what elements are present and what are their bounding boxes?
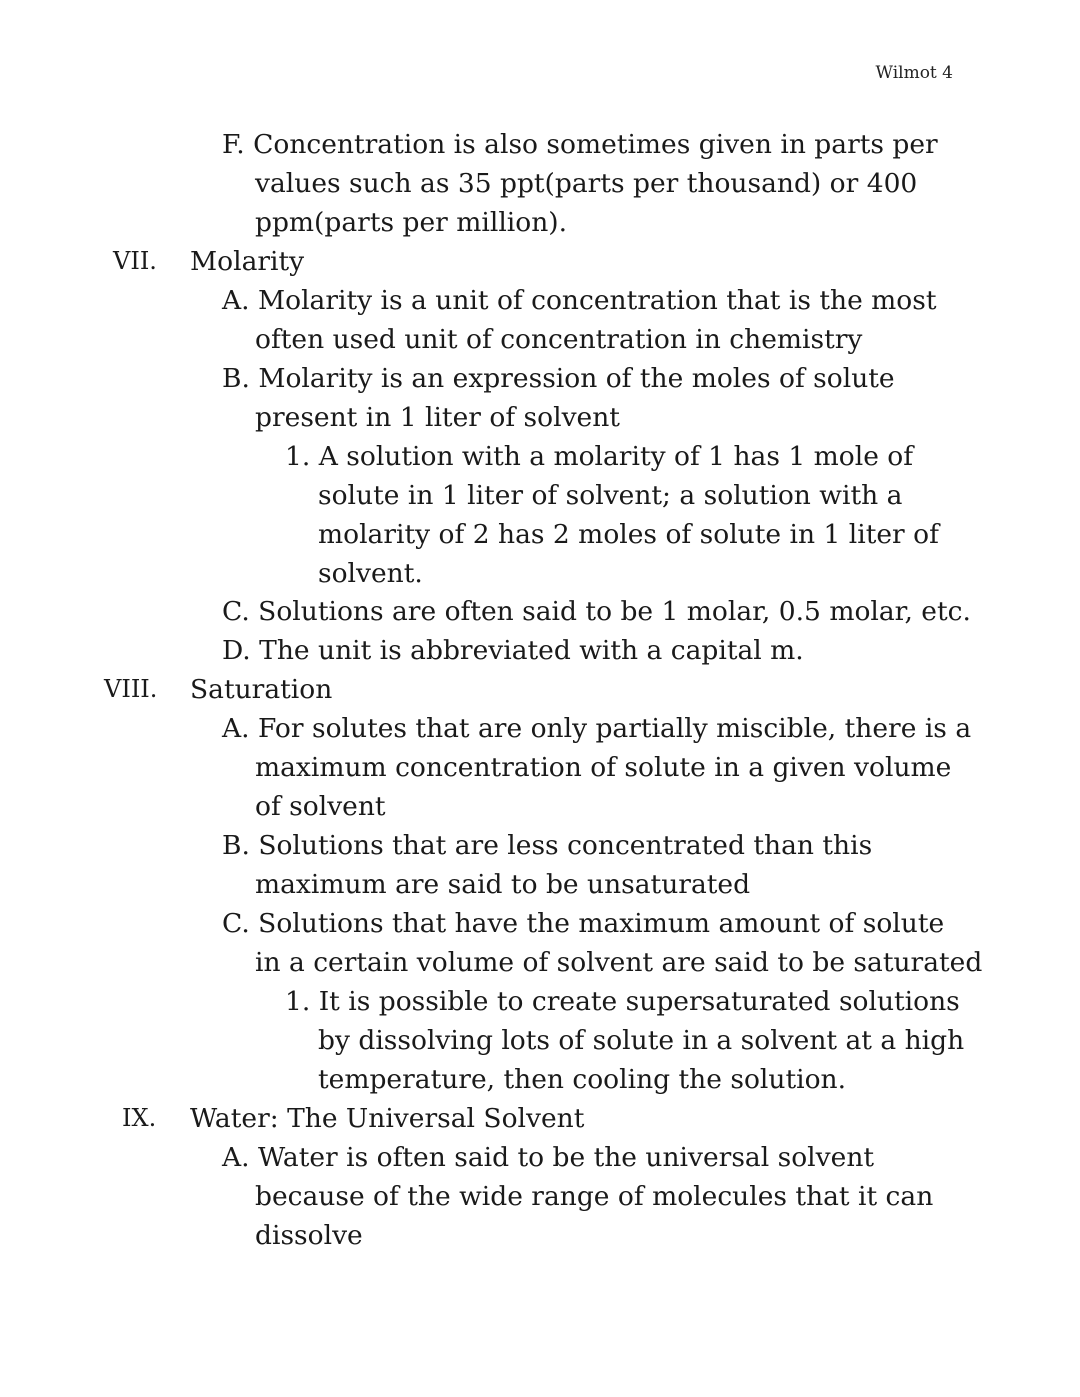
item-line: maximum concentration of solute in a given volume xyxy=(255,752,952,783)
item-line: molarity of 2 has 2 moles of solute in 1 liter of xyxy=(318,519,939,550)
item-line: B. Solutions that are less concentrated than this xyxy=(222,830,873,861)
section-viii-item-c xyxy=(222,904,982,982)
item-line: B. Molarity is an expression of the moles of solute xyxy=(222,363,895,394)
item-line: C. Solutions that have the maximum amount of solute xyxy=(222,908,945,939)
item-line: by dissolving lots of solute in a solvent at a high xyxy=(318,1025,965,1056)
section-vii-item-d: D. The unit is abbreviated with a capital m. xyxy=(222,635,804,666)
item-line: of solvent xyxy=(255,791,386,822)
item-line: 1. A solution with a molarity of 1 has 1 mole of xyxy=(285,441,914,472)
page-header: Wilmot 4 xyxy=(875,63,953,83)
item-line: temperature, then cooling the solution. xyxy=(318,1064,847,1095)
item-line: present in 1 liter of solvent xyxy=(255,402,620,433)
item-f xyxy=(222,125,938,242)
item-line: in a certain volume of solvent are said to be saturated xyxy=(255,947,983,978)
item-line: maximum are said to be unsaturated xyxy=(255,869,751,900)
item-line: solute in 1 liter of solvent; a solution with a xyxy=(318,480,903,511)
section-viii-item-b xyxy=(222,826,872,904)
section-ix-item-a xyxy=(222,1138,933,1255)
item-line: 1. It is possible to create supersaturated solutions xyxy=(285,986,960,1017)
section-viii-heading: Saturation xyxy=(190,674,333,705)
item-line: dissolve xyxy=(255,1220,363,1251)
section-viii-numeral: VIII. xyxy=(104,675,158,703)
item-line: because of the wide range of molecules that it can xyxy=(255,1181,934,1212)
section-ix-numeral: IX. xyxy=(122,1104,157,1132)
item-line: A. For solutes that are only partially miscible, there is a xyxy=(222,713,972,744)
section-viii-item-c1 xyxy=(285,982,964,1099)
section-ix-heading: Water: The Universal Solvent xyxy=(190,1103,585,1134)
item-f-line: ppm(parts per million). xyxy=(255,207,568,238)
item-line: A. Water is often said to be the universal solvent xyxy=(222,1142,875,1173)
item-f-line: F. Concentration is also sometimes given in parts per xyxy=(222,129,938,160)
section-vii-numeral: VII. xyxy=(113,247,157,275)
item-line: A. Molarity is a unit of concentration that is the most xyxy=(222,285,937,316)
section-vii-item-c: C. Solutions are often said to be 1 molar, 0.5 molar, etc. xyxy=(222,596,971,627)
section-vii-item-a xyxy=(222,281,937,359)
section-vii-heading: Molarity xyxy=(190,246,305,277)
section-viii-item-a xyxy=(222,709,971,826)
section-vii-item-b xyxy=(222,359,895,437)
section-vii-item-b1 xyxy=(285,437,939,593)
item-line: often used unit of concentration in chemistry xyxy=(255,324,863,355)
item-f-line: values such as 35 ppt(parts per thousand) or 400 xyxy=(255,168,918,199)
item-line: solvent. xyxy=(318,558,423,589)
